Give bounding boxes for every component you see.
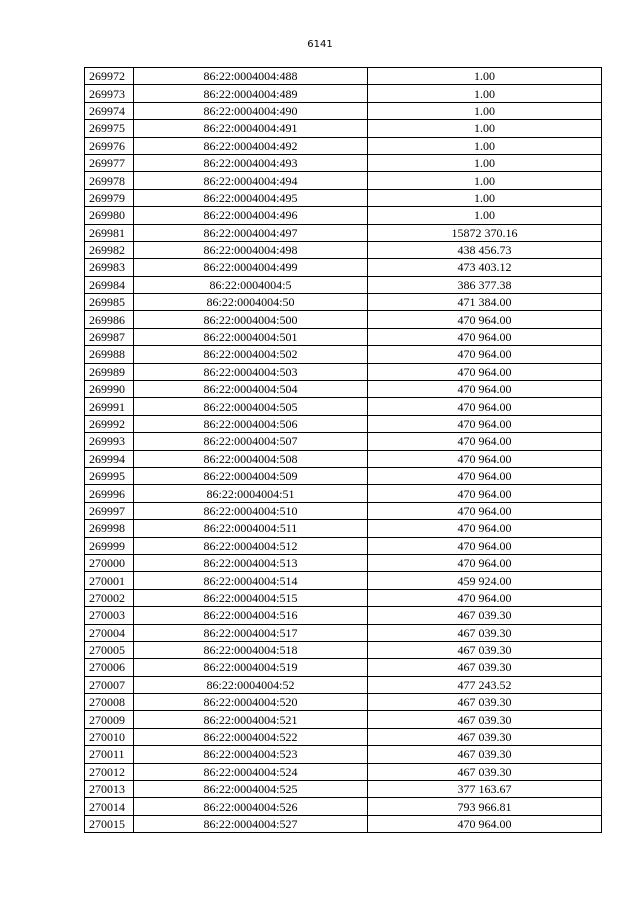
row-id-cell: 270005 xyxy=(85,641,134,658)
table-row xyxy=(85,137,602,154)
value-cell: 1.00 xyxy=(368,172,602,189)
value-cell: 470 964.00 xyxy=(368,450,602,467)
cadastral-number-cell: 86:22:0004004:488 xyxy=(134,68,368,85)
cadastral-number-cell: 86:22:0004004:491 xyxy=(134,120,368,137)
value-cell: 1.00 xyxy=(368,154,602,171)
row-id-cell: 269978 xyxy=(85,172,134,189)
table-row xyxy=(85,294,602,311)
table-row xyxy=(85,154,602,171)
value-cell: 438 456.73 xyxy=(368,241,602,258)
table-row xyxy=(85,781,602,798)
table-row xyxy=(85,537,602,554)
cadastral-number-cell: 86:22:0004004:494 xyxy=(134,172,368,189)
value-cell: 470 964.00 xyxy=(368,520,602,537)
table-row xyxy=(85,502,602,519)
cadastral-number-cell: 86:22:0004004:521 xyxy=(134,711,368,728)
cadastral-number-cell: 86:22:0004004:524 xyxy=(134,763,368,780)
value-cell: 467 039.30 xyxy=(368,711,602,728)
row-id-cell: 269980 xyxy=(85,207,134,224)
row-id-cell: 270012 xyxy=(85,763,134,780)
row-id-cell: 269988 xyxy=(85,346,134,363)
cadastral-number-cell: 86:22:0004004:522 xyxy=(134,728,368,745)
value-cell: 470 964.00 xyxy=(368,554,602,571)
table-row xyxy=(85,676,602,693)
row-id-cell: 270004 xyxy=(85,624,134,641)
table-row xyxy=(85,641,602,658)
row-id-cell: 269972 xyxy=(85,68,134,85)
table-row xyxy=(85,311,602,328)
cadastral-number-cell: 86:22:0004004:519 xyxy=(134,659,368,676)
cadastral-number-cell: 86:22:0004004:525 xyxy=(134,781,368,798)
cadastral-number-cell: 86:22:0004004:498 xyxy=(134,241,368,258)
table-row xyxy=(85,554,602,571)
cadastral-number-cell: 86:22:0004004:506 xyxy=(134,415,368,432)
cadastral-number-cell: 86:22:0004004:505 xyxy=(134,398,368,415)
row-id-cell: 269991 xyxy=(85,398,134,415)
row-id-cell: 269979 xyxy=(85,189,134,206)
table-row xyxy=(85,241,602,258)
value-cell: 1.00 xyxy=(368,137,602,154)
cadastral-number-cell: 86:22:0004004:508 xyxy=(134,450,368,467)
value-cell: 467 039.30 xyxy=(368,607,602,624)
table-row xyxy=(85,815,602,832)
table-row xyxy=(85,798,602,815)
cadastral-number-cell: 86:22:0004004:50 xyxy=(134,294,368,311)
row-id-cell: 269974 xyxy=(85,102,134,119)
row-id-cell: 270006 xyxy=(85,659,134,676)
row-id-cell: 269999 xyxy=(85,537,134,554)
cadastral-number-cell: 86:22:0004004:512 xyxy=(134,537,368,554)
value-cell: 470 964.00 xyxy=(368,328,602,345)
table-row xyxy=(85,328,602,345)
value-cell: 1.00 xyxy=(368,189,602,206)
table-row xyxy=(85,346,602,363)
row-id-cell: 269973 xyxy=(85,85,134,102)
row-id-cell: 269993 xyxy=(85,433,134,450)
value-cell: 470 964.00 xyxy=(368,502,602,519)
cadastral-number-cell: 86:22:0004004:509 xyxy=(134,467,368,484)
value-cell: 467 039.30 xyxy=(368,641,602,658)
table-row xyxy=(85,520,602,537)
cadastral-number-cell: 86:22:0004004:527 xyxy=(134,815,368,832)
row-id-cell: 269984 xyxy=(85,276,134,293)
cadastral-number-cell: 86:22:0004004:503 xyxy=(134,363,368,380)
row-id-cell: 269986 xyxy=(85,311,134,328)
cadastral-number-cell: 86:22:0004004:507 xyxy=(134,433,368,450)
row-id-cell: 269990 xyxy=(85,381,134,398)
row-id-cell: 269995 xyxy=(85,467,134,484)
table-body xyxy=(85,68,602,833)
table-row xyxy=(85,102,602,119)
table-row xyxy=(85,276,602,293)
value-cell: 470 964.00 xyxy=(368,363,602,380)
row-id-cell: 269996 xyxy=(85,485,134,502)
cadastral-number-cell: 86:22:0004004:5 xyxy=(134,276,368,293)
value-cell: 470 964.00 xyxy=(368,537,602,554)
row-id-cell: 269976 xyxy=(85,137,134,154)
cadastral-number-cell: 86:22:0004004:499 xyxy=(134,259,368,276)
table-row xyxy=(85,85,602,102)
table-row xyxy=(85,485,602,502)
value-cell: 1.00 xyxy=(368,207,602,224)
value-cell: 793 966.81 xyxy=(368,798,602,815)
row-id-cell: 269981 xyxy=(85,224,134,241)
value-cell: 467 039.30 xyxy=(368,624,602,641)
cadastral-number-cell: 86:22:0004004:510 xyxy=(134,502,368,519)
cadastral-number-cell: 86:22:0004004:516 xyxy=(134,607,368,624)
row-id-cell: 270002 xyxy=(85,589,134,606)
value-cell: 470 964.00 xyxy=(368,398,602,415)
cadastral-number-cell: 86:22:0004004:489 xyxy=(134,85,368,102)
value-cell: 1.00 xyxy=(368,102,602,119)
table-row xyxy=(85,207,602,224)
cadastral-number-cell: 86:22:0004004:490 xyxy=(134,102,368,119)
table-row xyxy=(85,746,602,763)
table-row xyxy=(85,694,602,711)
cadastral-number-cell: 86:22:0004004:500 xyxy=(134,311,368,328)
value-cell: 470 964.00 xyxy=(368,346,602,363)
table-row xyxy=(85,259,602,276)
cadastral-number-cell: 86:22:0004004:520 xyxy=(134,694,368,711)
table-row xyxy=(85,381,602,398)
value-cell: 470 964.00 xyxy=(368,589,602,606)
table-row xyxy=(85,711,602,728)
row-id-cell: 269997 xyxy=(85,502,134,519)
row-id-cell: 270014 xyxy=(85,798,134,815)
row-id-cell: 270000 xyxy=(85,554,134,571)
row-id-cell: 270001 xyxy=(85,572,134,589)
table-row xyxy=(85,363,602,380)
row-id-cell: 270007 xyxy=(85,676,134,693)
value-cell: 470 964.00 xyxy=(368,485,602,502)
cadastral-number-cell: 86:22:0004004:492 xyxy=(134,137,368,154)
cadastral-number-cell: 86:22:0004004:515 xyxy=(134,589,368,606)
cadastral-number-cell: 86:22:0004004:495 xyxy=(134,189,368,206)
table-row xyxy=(85,467,602,484)
table-row xyxy=(85,450,602,467)
table-row xyxy=(85,589,602,606)
table-row xyxy=(85,415,602,432)
row-id-cell: 269989 xyxy=(85,363,134,380)
cadastral-number-cell: 86:22:0004004:51 xyxy=(134,485,368,502)
value-cell: 467 039.30 xyxy=(368,694,602,711)
row-id-cell: 270003 xyxy=(85,607,134,624)
cadastral-number-cell: 86:22:0004004:511 xyxy=(134,520,368,537)
table-row xyxy=(85,572,602,589)
row-id-cell: 269983 xyxy=(85,259,134,276)
page-number: 6141 xyxy=(307,39,333,50)
row-id-cell: 270015 xyxy=(85,815,134,832)
cadastral-number-cell: 86:22:0004004:526 xyxy=(134,798,368,815)
value-cell: 1.00 xyxy=(368,85,602,102)
cadastral-number-cell: 86:22:0004004:523 xyxy=(134,746,368,763)
table-row xyxy=(85,624,602,641)
value-cell: 467 039.30 xyxy=(368,659,602,676)
value-cell: 467 039.30 xyxy=(368,763,602,780)
cadastral-number-cell: 86:22:0004004:514 xyxy=(134,572,368,589)
cadastral-number-cell: 86:22:0004004:513 xyxy=(134,554,368,571)
table-row xyxy=(85,398,602,415)
row-id-cell: 269987 xyxy=(85,328,134,345)
row-id-cell: 269994 xyxy=(85,450,134,467)
value-cell: 1.00 xyxy=(368,68,602,85)
table-row xyxy=(85,120,602,137)
row-id-cell: 269985 xyxy=(85,294,134,311)
value-cell: 470 964.00 xyxy=(368,381,602,398)
row-id-cell: 269992 xyxy=(85,415,134,432)
table-row xyxy=(85,433,602,450)
value-cell: 459 924.00 xyxy=(368,572,602,589)
value-cell: 386 377.38 xyxy=(368,276,602,293)
table-row xyxy=(85,224,602,241)
cadastral-table xyxy=(84,67,602,833)
cadastral-number-cell: 86:22:0004004:504 xyxy=(134,381,368,398)
value-cell: 1.00 xyxy=(368,120,602,137)
cadastral-number-cell: 86:22:0004004:493 xyxy=(134,154,368,171)
row-id-cell: 270013 xyxy=(85,781,134,798)
cadastral-number-cell: 86:22:0004004:517 xyxy=(134,624,368,641)
cadastral-number-cell: 86:22:0004004:502 xyxy=(134,346,368,363)
value-cell: 470 964.00 xyxy=(368,815,602,832)
row-id-cell: 270009 xyxy=(85,711,134,728)
value-cell: 470 964.00 xyxy=(368,467,602,484)
value-cell: 470 964.00 xyxy=(368,415,602,432)
row-id-cell: 269977 xyxy=(85,154,134,171)
row-id-cell: 270008 xyxy=(85,694,134,711)
value-cell: 467 039.30 xyxy=(368,746,602,763)
cadastral-number-cell: 86:22:0004004:52 xyxy=(134,676,368,693)
table-row xyxy=(85,763,602,780)
value-cell: 470 964.00 xyxy=(368,311,602,328)
value-cell: 377 163.67 xyxy=(368,781,602,798)
table-row xyxy=(85,728,602,745)
table-row xyxy=(85,659,602,676)
table-row xyxy=(85,172,602,189)
value-cell: 473 403.12 xyxy=(368,259,602,276)
value-cell: 15872 370.16 xyxy=(368,224,602,241)
value-cell: 470 964.00 xyxy=(368,433,602,450)
row-id-cell: 269975 xyxy=(85,120,134,137)
value-cell: 467 039.30 xyxy=(368,728,602,745)
cadastral-number-cell: 86:22:0004004:496 xyxy=(134,207,368,224)
cadastral-number-cell: 86:22:0004004:518 xyxy=(134,641,368,658)
cadastral-number-cell: 86:22:0004004:501 xyxy=(134,328,368,345)
row-id-cell: 269982 xyxy=(85,241,134,258)
value-cell: 477 243.52 xyxy=(368,676,602,693)
row-id-cell: 270011 xyxy=(85,746,134,763)
row-id-cell: 269998 xyxy=(85,520,134,537)
table-row xyxy=(85,607,602,624)
table-row xyxy=(85,68,602,85)
cadastral-number-cell: 86:22:0004004:497 xyxy=(134,224,368,241)
table-row xyxy=(85,189,602,206)
value-cell: 471 384.00 xyxy=(368,294,602,311)
row-id-cell: 270010 xyxy=(85,728,134,745)
